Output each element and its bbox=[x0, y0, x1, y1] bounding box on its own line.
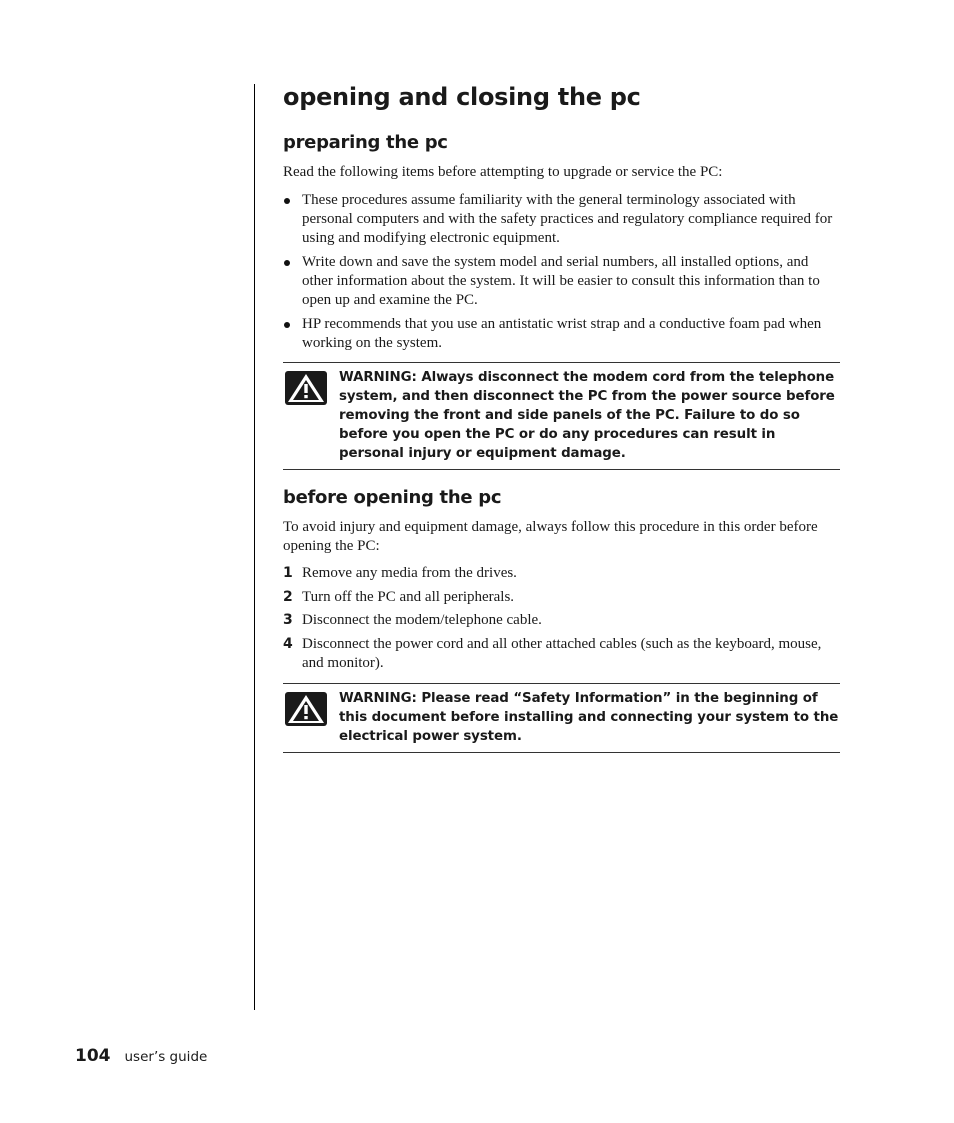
warning-box-disconnect bbox=[283, 362, 840, 470]
section-heading-before-opening: before opening the pc bbox=[283, 487, 502, 508]
step-number: 2 bbox=[283, 588, 293, 605]
page-title: opening and closing the pc bbox=[283, 83, 641, 111]
bullet-icon bbox=[284, 322, 290, 328]
list-item: HP recommends that you use an antistatic wrist strap and a conductive foam pad when working on the system. bbox=[283, 315, 840, 353]
list-item: Write down and save the system model and serial numbers, all installed options, and other information about the system. It will be easier to consult this information than to open up and examine the PC. bbox=[283, 253, 840, 310]
section-intro-preparing: Read the following items before attempting to upgrade or service the PC: bbox=[283, 164, 723, 180]
step-item: 3 Disconnect the modem/telephone cable. bbox=[283, 612, 542, 628]
step-item: 2 Turn off the PC and all peripherals. bbox=[283, 588, 515, 605]
step-number: 3 bbox=[283, 612, 293, 628]
bullet-icon bbox=[284, 260, 290, 266]
page-number: 104 bbox=[75, 1046, 111, 1066]
warning-text: WARNING: Please read “Safety Information” in the beginning of this document before installing and connecting your system to the electrical power system. bbox=[339, 690, 839, 744]
step-number: 1 bbox=[283, 565, 293, 581]
section-heading-preparing: preparing the pc bbox=[283, 132, 448, 153]
page-content bbox=[283, 80, 840, 753]
page-footer bbox=[75, 1046, 207, 1066]
section-intro-before-opening: To avoid injury and equipment damage, always follow this procedure in this order before opening the PC: bbox=[283, 519, 818, 554]
list-item: These procedures assume familiarity with the general terminology associated with personal computers and with the safety practices and regulatory compliance required for using and modifying electronic equipment. bbox=[283, 191, 840, 248]
warning-text: WARNING: Always disconnect the modem cord from the telephone system, and then disconnect the PC from the power source before removing the front and side panels of the PC. Failure to do so before you open the PC or do any procedures can result in personal injury or equipment damage. bbox=[339, 370, 835, 461]
preparation-list bbox=[283, 191, 840, 353]
procedure-steps bbox=[283, 564, 840, 673]
step-item: 4 Disconnect the power cord and all other attached cables (such as the keyboard, mouse, and monitor). bbox=[283, 635, 822, 671]
warning-box-safety bbox=[283, 683, 840, 753]
step-item: 1 Remove any media from the drives. bbox=[283, 565, 517, 581]
bullet-icon bbox=[284, 198, 290, 204]
step-number: 4 bbox=[283, 635, 293, 652]
guide-label: user’s guide bbox=[124, 1049, 208, 1065]
margin-rule bbox=[254, 84, 255, 1010]
warning-triangle-icon bbox=[285, 371, 327, 405]
warning-triangle-icon bbox=[285, 692, 327, 726]
